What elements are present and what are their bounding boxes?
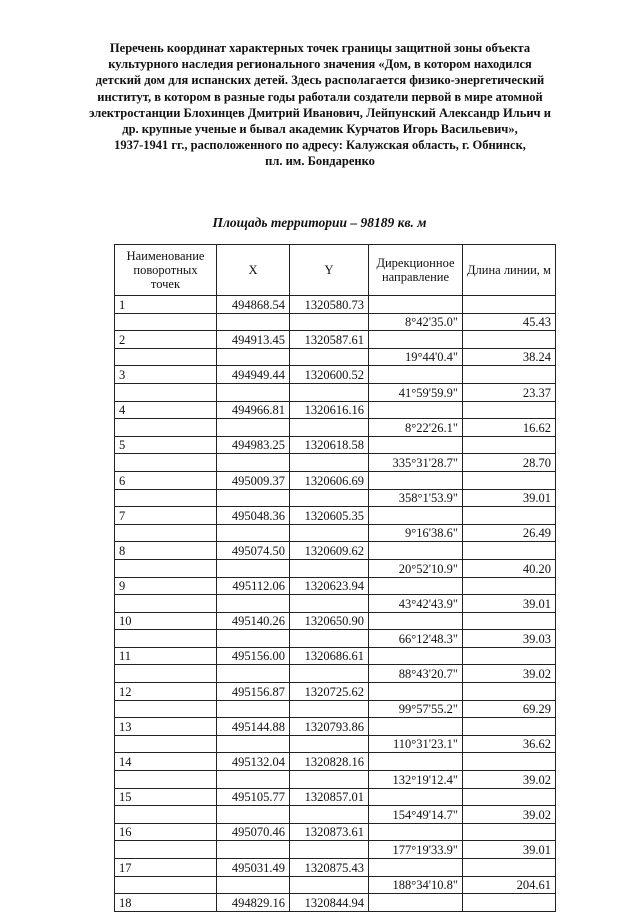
- cell-point-name: [115, 771, 217, 789]
- cell-x: 494966.81: [217, 401, 290, 419]
- cell-direction: 88°43'20.7": [369, 665, 463, 683]
- cell-x: [217, 876, 290, 894]
- cell-y: [290, 630, 369, 648]
- cell-direction: [369, 718, 463, 736]
- cell-y: [290, 348, 369, 366]
- title-line: институт, в котором в разные годы работали создатели первой в мире атомной: [97, 89, 543, 104]
- cell-x: [217, 313, 290, 331]
- cell-direction: [369, 823, 463, 841]
- cell-point-name: [115, 665, 217, 683]
- cell-point-name: 8: [115, 542, 217, 560]
- cell-point-name: [115, 700, 217, 718]
- cell-direction: 335°31'28.7": [369, 454, 463, 472]
- cell-line-length: 39.02: [463, 771, 556, 789]
- cell-x: 495105.77: [217, 788, 290, 806]
- cell-line-length: 45.43: [463, 313, 556, 331]
- cell-direction: [369, 647, 463, 665]
- cell-direction: 19°44'0.4": [369, 348, 463, 366]
- title-line: детский дом для испанских детей. Здесь располагается физико-энергетический: [95, 73, 545, 88]
- cell-y: 1320793.86: [290, 718, 369, 736]
- cell-point-name: 12: [115, 683, 217, 701]
- cell-point-name: 2: [115, 331, 217, 349]
- cell-line-length: 39.01: [463, 595, 556, 613]
- cell-y: 1320873.61: [290, 823, 369, 841]
- cell-direction: [369, 331, 463, 349]
- cell-x: [217, 735, 290, 753]
- document-title: [70, 40, 570, 170]
- cell-direction: [369, 859, 463, 877]
- cell-y: 1320857.01: [290, 788, 369, 806]
- cell-line-length: [463, 647, 556, 665]
- cell-point-name: [115, 489, 217, 507]
- cell-direction: [369, 471, 463, 489]
- cell-y: 1320609.62: [290, 542, 369, 560]
- table-row: [115, 436, 556, 454]
- cell-point-name: 17: [115, 859, 217, 877]
- table-header-row: [115, 245, 556, 296]
- cell-y: 1320828.16: [290, 753, 369, 771]
- table-row: [115, 771, 556, 789]
- cell-point-name: 6: [115, 471, 217, 489]
- table-row: [115, 735, 556, 753]
- cell-x: [217, 841, 290, 859]
- cell-line-length: [463, 823, 556, 841]
- cell-y: 1320605.35: [290, 507, 369, 525]
- cell-y: 1320875.43: [290, 859, 369, 877]
- cell-y: [290, 524, 369, 542]
- cell-point-name: 3: [115, 366, 217, 384]
- cell-line-length: [463, 683, 556, 701]
- table-row: [115, 348, 556, 366]
- cell-line-length: [463, 296, 556, 314]
- cell-line-length: 69.29: [463, 700, 556, 718]
- cell-line-length: 38.24: [463, 348, 556, 366]
- cell-point-name: 14: [115, 753, 217, 771]
- cell-y: 1320600.52: [290, 366, 369, 384]
- cell-y: [290, 876, 369, 894]
- cell-direction: 110°31'23.1": [369, 735, 463, 753]
- cell-y: [290, 419, 369, 437]
- table-row: [115, 612, 556, 630]
- cell-direction: 154°49'14.7": [369, 806, 463, 824]
- header-line-length: Длина линии, м: [463, 245, 556, 296]
- cell-point-name: 5: [115, 436, 217, 454]
- cell-point-name: 9: [115, 577, 217, 595]
- cell-x: 494983.25: [217, 436, 290, 454]
- cell-direction: [369, 894, 463, 912]
- cell-y: 1320844.94: [290, 894, 369, 912]
- cell-x: [217, 489, 290, 507]
- cell-x: 495132.04: [217, 753, 290, 771]
- cell-direction: 132°19'12.4": [369, 771, 463, 789]
- coordinates-table: [114, 244, 556, 912]
- cell-direction: [369, 296, 463, 314]
- cell-x: [217, 700, 290, 718]
- cell-line-length: [463, 753, 556, 771]
- area-caption: Площадь территории – 98189 кв. м: [212, 215, 427, 230]
- cell-line-length: 39.03: [463, 630, 556, 648]
- cell-y: [290, 559, 369, 577]
- cell-y: 1320725.62: [290, 683, 369, 701]
- cell-point-name: [115, 876, 217, 894]
- cell-line-length: 26.49: [463, 524, 556, 542]
- header-y: Y: [290, 245, 369, 296]
- cell-direction: 188°34'10.8": [369, 876, 463, 894]
- table-row: [115, 366, 556, 384]
- cell-y: 1320580.73: [290, 296, 369, 314]
- table-row: [115, 841, 556, 859]
- table-body: [115, 296, 556, 912]
- title-line: др. крупные ученые и бывал академик Курчатов Игорь Васильевич»,: [122, 122, 518, 137]
- title-line: культурного наследия регионального значения «Дом, в котором находился: [108, 57, 532, 72]
- cell-direction: [369, 542, 463, 560]
- cell-y: 1320686.61: [290, 647, 369, 665]
- cell-x: [217, 630, 290, 648]
- cell-x: 494868.54: [217, 296, 290, 314]
- cell-line-length: [463, 718, 556, 736]
- cell-point-name: [115, 383, 217, 401]
- table-row: [115, 507, 556, 525]
- cell-x: [217, 454, 290, 472]
- cell-direction: 99°57'55.2": [369, 700, 463, 718]
- table-row: [115, 876, 556, 894]
- cell-line-length: [463, 401, 556, 419]
- cell-x: [217, 524, 290, 542]
- header-direction: Дирекционное направление: [369, 245, 463, 296]
- cell-point-name: 15: [115, 788, 217, 806]
- cell-point-name: 10: [115, 612, 217, 630]
- cell-line-length: 23.37: [463, 383, 556, 401]
- cell-x: 495140.26: [217, 612, 290, 630]
- cell-line-length: [463, 471, 556, 489]
- cell-x: 495009.37: [217, 471, 290, 489]
- cell-y: [290, 595, 369, 613]
- cell-x: 495156.87: [217, 683, 290, 701]
- cell-point-name: [115, 419, 217, 437]
- title-line: Перечень координат характерных точек границы защитной зоны объекта: [109, 41, 531, 55]
- cell-y: [290, 806, 369, 824]
- cell-y: 1320623.94: [290, 577, 369, 595]
- cell-x: [217, 348, 290, 366]
- cell-direction: [369, 683, 463, 701]
- cell-direction: [369, 612, 463, 630]
- cell-line-length: [463, 859, 556, 877]
- cell-x: [217, 559, 290, 577]
- cell-direction: [369, 366, 463, 384]
- cell-y: [290, 841, 369, 859]
- cell-x: [217, 383, 290, 401]
- cell-point-name: 4: [115, 401, 217, 419]
- cell-direction: 358°1'53.9": [369, 489, 463, 507]
- table-row: [115, 559, 556, 577]
- table-row: [115, 313, 556, 331]
- cell-direction: 66°12'48.3": [369, 630, 463, 648]
- table-row: [115, 471, 556, 489]
- cell-direction: 41°59'59.9": [369, 383, 463, 401]
- cell-x: 494913.45: [217, 331, 290, 349]
- title-line: электростанции Блохинцев Дмитрий Иванович, Лейпунский Александр Ильич и: [89, 105, 551, 120]
- cell-direction: [369, 577, 463, 595]
- title-line: пл. им. Бондаренко: [265, 154, 375, 169]
- cell-point-name: [115, 454, 217, 472]
- table-row: [115, 753, 556, 771]
- table-row: [115, 859, 556, 877]
- cell-x: 495031.49: [217, 859, 290, 877]
- cell-line-length: [463, 788, 556, 806]
- table-row: [115, 454, 556, 472]
- cell-y: 1320606.69: [290, 471, 369, 489]
- table-row: [115, 630, 556, 648]
- cell-x: [217, 665, 290, 683]
- cell-y: [290, 454, 369, 472]
- cell-point-name: [115, 313, 217, 331]
- cell-x: 495048.36: [217, 507, 290, 525]
- cell-x: 495144.88: [217, 718, 290, 736]
- cell-line-length: 204.61: [463, 876, 556, 894]
- cell-direction: 8°22'26.1": [369, 419, 463, 437]
- table-row: [115, 647, 556, 665]
- cell-y: [290, 735, 369, 753]
- cell-x: [217, 771, 290, 789]
- cell-point-name: [115, 559, 217, 577]
- cell-line-length: [463, 894, 556, 912]
- table-row: [115, 383, 556, 401]
- cell-line-length: 39.02: [463, 665, 556, 683]
- cell-point-name: 18: [115, 894, 217, 912]
- cell-point-name: [115, 630, 217, 648]
- cell-direction: [369, 753, 463, 771]
- cell-y: 1320618.58: [290, 436, 369, 454]
- cell-x: 495070.46: [217, 823, 290, 841]
- cell-point-name: 1: [115, 296, 217, 314]
- cell-point-name: 7: [115, 507, 217, 525]
- cell-line-length: 39.01: [463, 489, 556, 507]
- table-row: [115, 823, 556, 841]
- cell-y: 1320650.90: [290, 612, 369, 630]
- cell-y: [290, 665, 369, 683]
- cell-direction: 177°19'33.9": [369, 841, 463, 859]
- cell-direction: [369, 401, 463, 419]
- table-row: [115, 419, 556, 437]
- cell-direction: 20°52'10.9": [369, 559, 463, 577]
- cell-y: [290, 771, 369, 789]
- cell-line-length: 36.62: [463, 735, 556, 753]
- table-row: [115, 788, 556, 806]
- cell-x: 495156.00: [217, 647, 290, 665]
- table-row: [115, 401, 556, 419]
- table-row: [115, 542, 556, 560]
- cell-direction: 8°42'35.0": [369, 313, 463, 331]
- cell-point-name: [115, 806, 217, 824]
- cell-direction: [369, 436, 463, 454]
- cell-y: [290, 383, 369, 401]
- cell-line-length: 39.02: [463, 806, 556, 824]
- cell-point-name: 13: [115, 718, 217, 736]
- table-row: [115, 665, 556, 683]
- header-point-name: Наименование поворотных точек: [115, 245, 217, 296]
- cell-point-name: [115, 524, 217, 542]
- cell-point-name: [115, 595, 217, 613]
- cell-y: [290, 700, 369, 718]
- cell-y: [290, 313, 369, 331]
- cell-x: 494949.44: [217, 366, 290, 384]
- cell-line-length: [463, 542, 556, 560]
- table-row: [115, 683, 556, 701]
- cell-point-name: 16: [115, 823, 217, 841]
- table-row: [115, 718, 556, 736]
- cell-line-length: [463, 331, 556, 349]
- header-x: X: [217, 245, 290, 296]
- table-row: [115, 894, 556, 912]
- table-row: [115, 331, 556, 349]
- cell-line-length: 16.62: [463, 419, 556, 437]
- table-row: [115, 296, 556, 314]
- title-line: 1937-1941 гг., расположенного по адресу: Калужская область, г. Обнинск,: [114, 138, 526, 153]
- table-row: [115, 489, 556, 507]
- cell-direction: 43°42'43.9": [369, 595, 463, 613]
- cell-y: [290, 489, 369, 507]
- cell-x: [217, 419, 290, 437]
- cell-x: 494829.16: [217, 894, 290, 912]
- cell-x: 495074.50: [217, 542, 290, 560]
- cell-line-length: [463, 507, 556, 525]
- cell-line-length: [463, 577, 556, 595]
- cell-point-name: [115, 735, 217, 753]
- cell-line-length: 39.01: [463, 841, 556, 859]
- cell-line-length: 28.70: [463, 454, 556, 472]
- cell-y: 1320616.16: [290, 401, 369, 419]
- cell-line-length: 40.20: [463, 559, 556, 577]
- table-row: [115, 595, 556, 613]
- cell-direction: 9°16'38.6": [369, 524, 463, 542]
- cell-line-length: [463, 436, 556, 454]
- cell-x: [217, 806, 290, 824]
- cell-point-name: [115, 841, 217, 859]
- cell-x: 495112.06: [217, 577, 290, 595]
- table-row: [115, 524, 556, 542]
- cell-direction: [369, 507, 463, 525]
- cell-direction: [369, 788, 463, 806]
- cell-x: [217, 595, 290, 613]
- cell-point-name: [115, 348, 217, 366]
- table-row: [115, 806, 556, 824]
- cell-line-length: [463, 612, 556, 630]
- table-row: [115, 700, 556, 718]
- cell-point-name: 11: [115, 647, 217, 665]
- table-row: [115, 577, 556, 595]
- cell-line-length: [463, 366, 556, 384]
- cell-y: 1320587.61: [290, 331, 369, 349]
